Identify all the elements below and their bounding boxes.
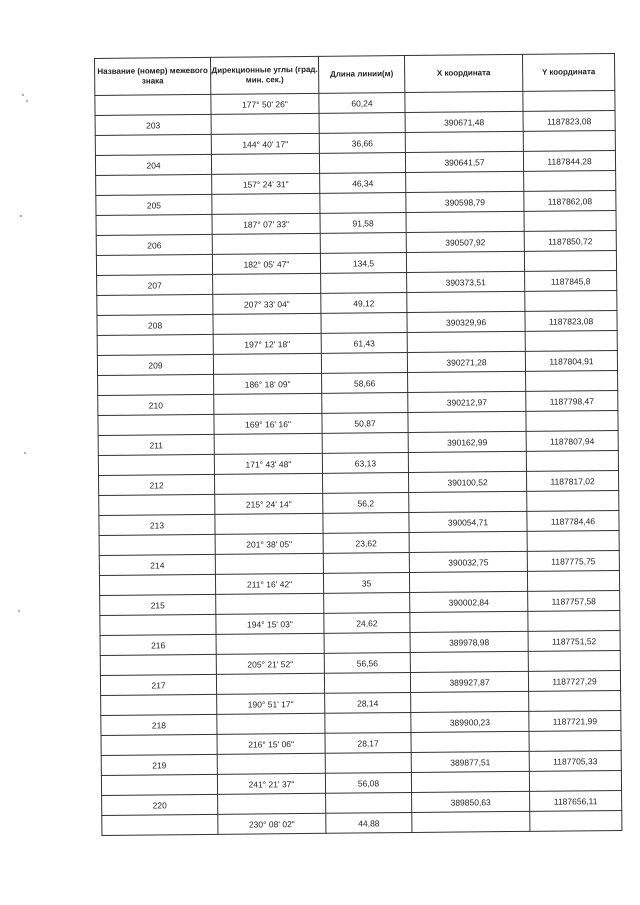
cell-y: 1187727,29 <box>528 670 620 691</box>
cell-x: 390641,57 <box>405 151 523 172</box>
cell-y: 1187751,52 <box>528 630 620 651</box>
cell-y <box>523 91 615 112</box>
cell-length: 56,56 <box>324 652 410 673</box>
cell-length: 91,58 <box>320 213 406 234</box>
cell-length: 44,88 <box>326 812 412 833</box>
header-y: Y координата <box>522 54 614 92</box>
cell-name: 205 <box>96 194 212 215</box>
cell-angle <box>217 753 325 774</box>
cell-x <box>406 211 524 232</box>
cell-x: 390100,52 <box>408 471 526 492</box>
cell-name <box>99 534 215 555</box>
cell-x <box>409 491 527 512</box>
cell-length <box>319 113 405 134</box>
cell-angle <box>218 793 326 814</box>
cell-x <box>410 611 528 632</box>
cell-angle: 211° 16' 42" <box>215 573 323 594</box>
cell-length <box>320 233 406 254</box>
cell-angle <box>214 393 322 414</box>
cell-y: 1187784,46 <box>527 510 619 531</box>
cell-name <box>95 94 211 115</box>
cell-y <box>524 210 616 231</box>
cell-length <box>324 672 410 693</box>
cell-x: 389877,51 <box>411 751 529 772</box>
cell-y <box>525 330 617 351</box>
cell-length: 63,13 <box>322 453 408 474</box>
cell-y <box>523 131 615 152</box>
cell-x: 389900,23 <box>411 711 529 732</box>
cell-length: 134,5 <box>320 253 406 274</box>
cell-x: 390002,84 <box>410 591 528 612</box>
cell-length: 60,24 <box>319 93 405 114</box>
cell-length <box>323 552 409 573</box>
cell-y <box>529 730 621 751</box>
cell-y: 1187798,47 <box>526 390 618 411</box>
cell-angle <box>215 473 323 494</box>
cell-angle: 241° 21' 37" <box>217 773 325 794</box>
cell-angle: 187° 07' 33" <box>212 213 320 234</box>
cell-x: 390212,97 <box>408 391 526 412</box>
cell-name: 215 <box>100 594 216 615</box>
cell-x <box>411 691 529 712</box>
cell-x <box>406 171 524 192</box>
cell-angle: 205° 21' 52" <box>216 653 324 674</box>
cell-x <box>409 571 527 592</box>
cell-y <box>526 370 618 391</box>
cell-length <box>325 752 411 773</box>
cell-length <box>323 512 409 533</box>
cell-angle <box>215 553 323 574</box>
cell-name: 217 <box>100 674 216 695</box>
cell-angle <box>213 313 321 334</box>
cell-y: 1187862,08 <box>524 190 616 211</box>
cell-x: 389927,87 <box>410 671 528 692</box>
cell-name: 216 <box>100 634 216 655</box>
cell-x <box>408 411 526 432</box>
cell-name: 214 <box>99 554 215 575</box>
cell-angle: 177° 50' 26" <box>211 93 319 114</box>
cell-name <box>101 774 217 795</box>
table-body <box>95 91 622 836</box>
cell-x: 390271,28 <box>407 351 525 372</box>
cell-angle: 207° 33' 04" <box>213 293 321 314</box>
cell-angle <box>216 593 324 614</box>
cell-length <box>322 393 408 414</box>
cell-y: 1187844,28 <box>523 150 615 171</box>
cell-length <box>320 193 406 214</box>
cell-length <box>325 712 411 733</box>
cell-angle: 194° 15' 03" <box>216 613 324 634</box>
cell-name <box>96 254 212 275</box>
cell-angle <box>213 353 321 374</box>
cell-x <box>409 531 527 552</box>
cell-angle: 157° 24' 31" <box>212 173 320 194</box>
cell-y <box>526 410 618 431</box>
cell-angle <box>217 713 325 734</box>
cell-angle <box>216 673 324 694</box>
cell-y: 1187721,99 <box>529 710 621 731</box>
cell-x <box>411 771 529 792</box>
cell-name <box>97 294 213 315</box>
cell-y: 1187804,91 <box>525 350 617 371</box>
cell-length: 49,12 <box>321 293 407 314</box>
cell-x: 390329,96 <box>407 311 525 332</box>
cell-x: 390054,71 <box>409 511 527 532</box>
cell-angle: 215° 24' 14" <box>215 493 323 514</box>
cell-y: 1187817,02 <box>526 470 618 491</box>
cell-angle: 197° 12' 18" <box>213 333 321 354</box>
cell-x: 390671,48 <box>405 111 523 132</box>
cell-name: 207 <box>97 274 213 295</box>
cell-length: 50,87 <box>322 413 408 434</box>
cell-y: 1187850,72 <box>524 230 616 251</box>
cell-y: 1187823,08 <box>523 111 615 132</box>
cell-length: 56,08 <box>325 772 411 793</box>
cell-name <box>100 654 216 675</box>
cell-x: 389850,63 <box>412 791 530 812</box>
table-row <box>102 810 622 835</box>
cell-x <box>407 291 525 312</box>
cell-name: 210 <box>98 394 214 415</box>
cell-x: 390032,75 <box>409 551 527 572</box>
cell-y <box>527 570 619 591</box>
cell-y: 1187656,11 <box>530 790 622 811</box>
cell-x <box>405 91 523 112</box>
cell-length: 24,62 <box>324 612 410 633</box>
cell-angle: 190° 51' 17" <box>217 693 325 714</box>
cell-y: 1187775,75 <box>527 550 619 571</box>
cell-y <box>527 530 619 551</box>
cell-angle: 144° 40' 17" <box>211 133 319 154</box>
cell-angle: 230° 08' 02" <box>218 813 326 834</box>
cell-name: 206 <box>96 234 212 255</box>
cell-x <box>411 731 529 752</box>
cell-length <box>319 153 405 174</box>
cell-x: 390507,92 <box>406 231 524 252</box>
cell-y <box>529 690 621 711</box>
cell-name <box>99 574 215 595</box>
cell-name: 209 <box>97 354 213 375</box>
cell-length: 36,66 <box>319 133 405 154</box>
cell-length <box>321 313 407 334</box>
cell-name: 211 <box>98 434 214 455</box>
cell-x: 390373,51 <box>407 271 525 292</box>
cell-angle <box>212 233 320 254</box>
cell-x <box>408 371 526 392</box>
cell-angle <box>211 153 319 174</box>
cell-y <box>529 770 621 791</box>
cell-x <box>407 331 525 352</box>
cell-length <box>326 792 412 813</box>
cell-length <box>322 433 408 454</box>
cell-name <box>98 374 214 395</box>
cell-x <box>408 451 526 472</box>
cell-length <box>321 273 407 294</box>
cell-y: 1187823,08 <box>525 310 617 331</box>
cell-angle: 186° 18' 09" <box>214 373 322 394</box>
cell-angle <box>211 113 319 134</box>
cell-length: 56,2 <box>323 492 409 513</box>
header-x: X координата <box>404 54 522 92</box>
cell-length <box>322 473 408 494</box>
cell-angle <box>215 513 323 534</box>
cell-name: 212 <box>99 474 215 495</box>
boundary-coordinates-table <box>94 53 622 836</box>
cell-name: 208 <box>97 314 213 335</box>
document-sheet <box>94 53 621 830</box>
cell-name <box>97 334 213 355</box>
cell-name <box>102 814 218 835</box>
cell-angle <box>212 193 320 214</box>
cell-length: 61,43 <box>321 333 407 354</box>
cell-name <box>96 174 212 195</box>
cell-x <box>412 811 530 832</box>
cell-y: 1187845,8 <box>525 270 617 291</box>
cell-angle: 169° 16' 16" <box>214 413 322 434</box>
cell-y <box>526 450 618 471</box>
cell-angle: 201° 38' 05" <box>215 533 323 554</box>
cell-y <box>524 250 616 271</box>
cell-y <box>528 650 620 671</box>
cell-length <box>321 353 407 374</box>
cell-angle <box>213 273 321 294</box>
cell-x <box>405 131 523 152</box>
cell-name: 204 <box>95 154 211 175</box>
cell-name: 213 <box>99 514 215 535</box>
cell-y: 1187807,94 <box>526 430 618 451</box>
cell-y <box>524 170 616 191</box>
cell-length <box>324 632 410 653</box>
cell-x: 389978,98 <box>410 631 528 652</box>
cell-name <box>98 454 214 475</box>
cell-x: 390598,79 <box>406 191 524 212</box>
cell-length: 58,66 <box>322 373 408 394</box>
table-header-row <box>95 54 615 96</box>
cell-x <box>406 251 524 272</box>
cell-y <box>530 810 622 831</box>
cell-y <box>525 290 617 311</box>
cell-angle: 216° 15' 06" <box>217 733 325 754</box>
cell-y <box>528 610 620 631</box>
cell-name <box>98 414 214 435</box>
cell-name <box>101 694 217 715</box>
cell-length: 23,62 <box>323 532 409 553</box>
cell-length: 35 <box>323 572 409 593</box>
cell-x: 390162,99 <box>408 431 526 452</box>
cell-name <box>99 494 215 515</box>
cell-y: 1187757,58 <box>528 590 620 611</box>
cell-length <box>324 592 410 613</box>
cell-angle <box>214 433 322 454</box>
cell-name: 218 <box>101 714 217 735</box>
cell-name <box>100 614 216 635</box>
cell-angle: 171° 43' 48" <box>214 453 322 474</box>
cell-angle <box>216 633 324 654</box>
cell-length: 46,34 <box>320 173 406 194</box>
cell-x <box>410 651 528 672</box>
cell-name: 203 <box>95 114 211 135</box>
cell-name: 220 <box>102 794 218 815</box>
header-name: Название (номер) межевого знака <box>95 57 211 95</box>
cell-y <box>527 490 619 511</box>
header-length: Длина линии(м) <box>318 56 404 94</box>
cell-y: 1187705,33 <box>529 750 621 771</box>
cell-length: 28,17 <box>325 732 411 753</box>
cell-name <box>95 134 211 155</box>
cell-angle: 182° 05' 47" <box>212 253 320 274</box>
cell-name: 219 <box>101 754 217 775</box>
cell-length: 28,14 <box>325 692 411 713</box>
cell-name <box>96 214 212 235</box>
cell-name <box>101 734 217 755</box>
header-angle: Дирекционные углы (град. мин. сек.) <box>210 56 318 94</box>
